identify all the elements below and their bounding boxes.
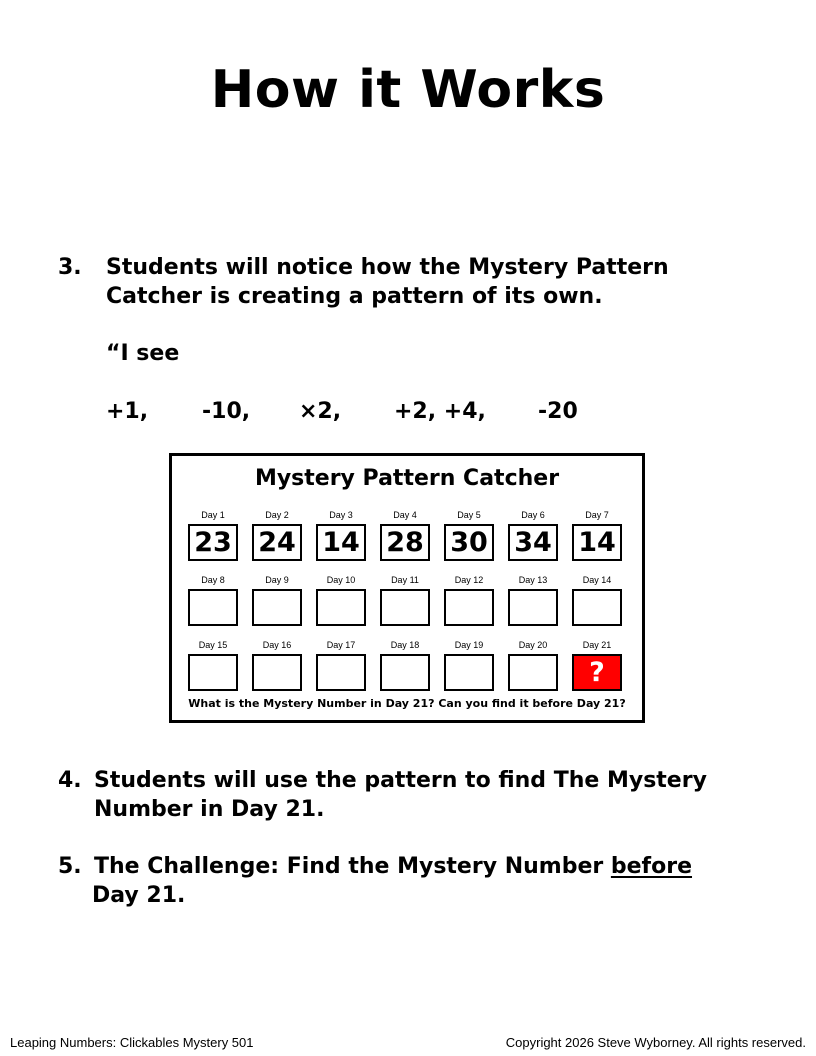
- day-label: Day 14: [582, 575, 612, 585]
- mystery-pattern-card: [169, 453, 645, 723]
- step-5-line-1: [94, 852, 692, 881]
- day-label: Day 19: [454, 640, 484, 650]
- day-box: [508, 654, 558, 691]
- day-label: Day 13: [518, 575, 548, 585]
- day-box: [444, 654, 494, 691]
- day-label: Day 4: [393, 510, 417, 520]
- day-label: Day 6: [521, 510, 545, 520]
- day-box: 14: [572, 524, 622, 561]
- day-label: Day 9: [265, 575, 289, 585]
- day-box: [508, 589, 558, 626]
- day-box: 23: [188, 524, 238, 561]
- day-box: 28: [380, 524, 430, 561]
- step-4-number: 4.: [58, 768, 82, 793]
- operation-4: +2, +4,: [394, 399, 486, 424]
- day-label: Day 15: [198, 640, 228, 650]
- day-box: 30: [444, 524, 494, 561]
- day-box: [572, 589, 622, 626]
- operation-2: -10,: [202, 399, 251, 424]
- day-label: Day 12: [454, 575, 484, 585]
- day-box: 14: [316, 524, 366, 561]
- day-label: Day 16: [262, 640, 292, 650]
- day-label: Day 7: [585, 510, 609, 520]
- day-box: 24: [252, 524, 302, 561]
- step-3-text: Students will notice how the Mystery Pattern Catcher is creating a pattern of its own.: [106, 255, 669, 309]
- step-5-line-2: Day 21.: [92, 883, 186, 908]
- day-label: Day 11: [391, 575, 419, 585]
- day-box: [316, 654, 366, 691]
- step-3-quote: “I see: [106, 341, 180, 366]
- day-box: [380, 654, 430, 691]
- day-box: [188, 654, 238, 691]
- day-label: Day 20: [518, 640, 548, 650]
- mystery-day-box: ?: [572, 654, 622, 691]
- day-box: [316, 589, 366, 626]
- day-label: Day 1: [201, 510, 225, 520]
- day-label: Day 2: [265, 510, 289, 520]
- step-4-text: Students will use the pattern to find The Mystery Number in Day 21.: [94, 768, 707, 822]
- operation-5: -20: [538, 399, 578, 424]
- day-box: [252, 589, 302, 626]
- operation-3: ×2,: [299, 399, 342, 424]
- card-question: What is the Mystery Number in Day 21? Can you find it before Day 21?: [188, 697, 626, 710]
- day-box: [188, 589, 238, 626]
- day-box: [380, 589, 430, 626]
- operation-1: +1,: [106, 399, 149, 424]
- card-title: Mystery Pattern Catcher: [254, 466, 560, 491]
- day-label: Day 21: [582, 640, 612, 650]
- day-label: Day 8: [201, 575, 225, 585]
- day-box: 34: [508, 524, 558, 561]
- step-5-underlined: before: [610, 854, 693, 879]
- day-label: Day 18: [390, 640, 420, 650]
- page-title: How it Works: [210, 60, 606, 120]
- day-label: Day 10: [326, 575, 356, 585]
- day-label: Day 17: [326, 640, 356, 650]
- footer-right: Copyright 2026 Steve Wyborney. All rights reserved.: [505, 1035, 806, 1050]
- footer-left: Leaping Numbers: Clickables Mystery 501: [10, 1035, 254, 1050]
- day-box: [444, 589, 494, 626]
- day-box: [252, 654, 302, 691]
- step-5-number: 5.: [58, 854, 82, 879]
- day-label: Day 5: [457, 510, 481, 520]
- day-label: Day 3: [329, 510, 353, 520]
- step-3-number: 3.: [58, 255, 82, 280]
- step-5-text: The Challenge: Find the Mystery Number: [94, 854, 611, 879]
